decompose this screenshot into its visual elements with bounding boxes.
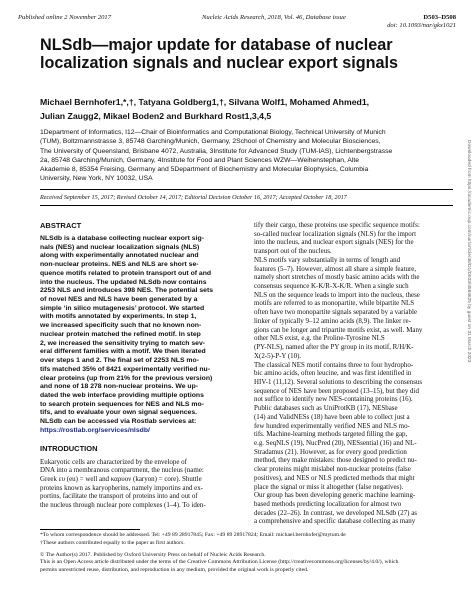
body-line: transport out of the nucleus.: [254, 247, 332, 256]
download-notice: Downloaded from https://academic.oup.com/nar/article/46/D1/D503/4584625 by guest on 31 March 2023: [466, 140, 471, 363]
body-line: namely short stretches of mostly basic amino acids with the: [254, 273, 420, 282]
body-line: (14) and ValidNESs (18) have been able to collect just a: [254, 412, 410, 421]
body-paragraph: [254, 256, 453, 361]
body-line: positives), and NES or NLS predicted methods that might: [254, 473, 415, 482]
right-column: [254, 221, 453, 526]
author-list: [40, 96, 440, 123]
body-line: NLS motifs vary substantially in terms of length and: [254, 255, 401, 264]
introduction-body: [40, 458, 243, 510]
body-line: a comprehensive and specific database collecting as many: [254, 517, 416, 526]
body-line: bic amino acids, often leucine, and was first identified in: [254, 369, 412, 378]
body-paragraph: [254, 491, 453, 526]
abstract-line: eral different families with a motif. We then iterated: [40, 348, 206, 356]
body-line: motifs are referred to as monopartite, while bipartite NLS: [254, 299, 415, 308]
intro-line: DNA into a membranous compartment, the nucleus (name:: [40, 466, 204, 475]
body-line: decades (22–26). In contrast, we developed NLSdb (27) as: [254, 508, 417, 517]
body-line: not suffice to identify new NES-containing proteins (16).: [254, 395, 413, 404]
body-line: The classical NES motif contains three to four hydropho-: [254, 360, 414, 369]
body-line: Stradamus (21). However, as for every good prediction: [254, 447, 407, 456]
abstract-line: 2253 NLS and introduces 398 NES. The potential sets: [40, 287, 214, 295]
body-line: Our group has been developing generic machine learning-: [254, 491, 416, 500]
body-line: based methods predicting localization for almost two: [254, 500, 402, 508]
body-line: features (5–7). However, almost all share a simple feature,: [254, 264, 417, 273]
body-line: other NLS exist, e.g. the Proline-Tyrosine NLS: [254, 334, 385, 343]
body-line: X(2-5)-P-Y (10).: [254, 351, 302, 360]
abstract-line: NLSdb is a database collecting nuclear export sig-: [40, 235, 204, 242]
affiliation-line: The University of Queensland, Brisbane 4072, Australia, 3Institute for Advanced Study (TUM-IAS), Lichtenbergstrasse: [40, 147, 393, 155]
body-line: few hundred experimentally verified NES and NLS mo-: [254, 421, 410, 430]
body-line: so-called nuclear localization signals (NLS) for the import: [254, 229, 417, 238]
author-line: Julian Zaugg2, Mikael Boden2 and Burkhard Rost1,3,4,5: [40, 110, 272, 121]
page-range: D503–D508: [423, 14, 456, 21]
body-line: linker of typically 9–12 amino acids (8,9). The linker re-: [254, 316, 411, 325]
intro-line: Eukaryotic cells are characterized by the envelope of: [40, 457, 187, 466]
body-line: often have two monopartite signals separated by a variable: [254, 308, 417, 317]
correspondence-footnote: *To whom correspondence should be addressed. Tel: +49 89 28917845; Fax: +49 89 28917824; Email: michael.bernhofer@mytum.de: [40, 532, 346, 538]
abstract-line: dated the web interface providing multiple options: [40, 391, 204, 399]
body-line: (PY-NLS), named after the PY group in its motif, R/H/K-: [254, 343, 414, 352]
abstract-line: of novel NES and NLS have been generated by a: [40, 296, 198, 304]
abstract-line: clear proteins (up from 21% for the previous version): [40, 374, 213, 382]
abstract-line: 2, we increased the sensitivity trying to match sev-: [40, 339, 206, 347]
published-date: Published online 2 November 2017: [18, 14, 112, 21]
body-paragraph: [254, 221, 453, 256]
abstract-line: tifs matched 35% of 8421 experimentally verified nu-: [40, 365, 211, 373]
affiliation-line: Akademie 8, 85354 Freising, Germany and 5Department of Biochemistry and Molecular Biophysics, Columbia: [40, 166, 369, 174]
equal-contribution-footnote: †These authors contributed equally to the paper as first authors.: [40, 540, 185, 546]
affiliation-line: 1Department of Informatics, I12—Chair of Bioinformatics and Computational Biology, Technical University of Munich: [40, 129, 386, 136]
body-line: Public databases such as UniProtKB (17), NESbase: [254, 404, 398, 413]
doi-link[interactable]: doi: 10.1093/nar/gkx1021: [387, 22, 456, 29]
body-line: into the nucleus, and nuclear export signals (NES) for the: [254, 238, 414, 247]
affiliations: [40, 128, 452, 184]
abstract-body: [40, 235, 243, 436]
abstract-line: nals (NES) and nuclear localization signals (NLS): [40, 243, 200, 251]
body-line: HIV-1 (11,12). Several solutions to describing the consensus: [254, 377, 423, 386]
affiliation-line: 2a, 85748 Garching/Munich, Germany, 4Institute for Food and Plant Sciences WZW—Weihenstephan, Alte: [40, 156, 360, 164]
abstract-line: tifs, and to evaluate your own signal sequences.: [40, 409, 198, 417]
intro-line: portins, facilitate the transport of proteins into and out of: [40, 492, 198, 501]
copyright-notice: [40, 552, 453, 574]
abstract-line: along with experimentally annotated nuclear and: [40, 252, 199, 260]
body-line: sequence of NES have been proposed (13–15), but they did: [254, 386, 419, 395]
body-line: tifs. Machine-learning methods targeted filling the gap,: [254, 430, 408, 439]
article-dates: Received September 15, 2017; Revised October 14, 2017; Editorial Decision October 16, 2017; Accepted October 18, 2017: [40, 194, 347, 201]
abstract-line: simple ‘in silico mutagenesis’ protocol. We started: [40, 304, 205, 312]
body-line: gions can be longer and tripartite motifs exist, as well. Many: [254, 325, 423, 334]
article-title: NLSdb—major update for database of nuclear localization signals and nuclear export signals: [40, 36, 399, 72]
abstract-line: with motifs annotated by experiments. In step 1,: [40, 313, 197, 321]
body-line: NLS on the sequence leads to import into the nucleus, these: [254, 290, 420, 299]
license-line: This is an Open Access article distributed under the terms of the Creative Commons Attribution License (http://creativecommons.org/licenses/by/4.0/), which: [40, 559, 399, 566]
body-paragraph: [254, 361, 453, 405]
abstract-line: over steps 1 and 2. The final set of 2253 NLS mo-: [40, 357, 199, 365]
abstract-line: we increased specificity such that no known non-: [40, 322, 202, 330]
left-column: [40, 221, 243, 510]
abstract-line: into the nucleus. The updated NLSdb now contains: [40, 278, 207, 286]
intro-line: the nucleus through nuclear pore complexes (1–4). To iden-: [40, 501, 206, 510]
body-line: clear proteins might mislabel non-nuclear proteins (false: [254, 465, 411, 474]
abstract-line: to search protein sequences for NES and NLS mo-: [40, 400, 204, 408]
body-paragraph: [254, 404, 453, 491]
abstract-line: NLSdb can be accessed via Rostlab services at:: [40, 418, 197, 426]
body-line: tify their cargo, these proteins use specific sequence motifs:: [254, 221, 420, 229]
body-line: method, they make mistakes: those designed to predict nu-: [254, 456, 417, 465]
body-line: e.g. SeqNLS (19), NucPred (20), NESsential (16) and NL-: [254, 438, 417, 447]
introduction-heading: INTRODUCTION: [40, 443, 98, 453]
copyright-line: © The Author(s) 2017. Published by Oxford University Press on behalf of Nucleic Acids Research.: [40, 552, 266, 558]
abstract-line: quence motifs related to protein transport out of and: [40, 269, 212, 277]
abstract-heading: ABSTRACT: [40, 221, 82, 230]
body-line: consensus sequence K-K/R-X-K/R. When a single such: [254, 282, 409, 291]
divider: [40, 189, 453, 190]
affiliation-line: University, New York, NY 10032, USA: [40, 175, 153, 183]
affiliation-line: (TUM), Boltzmannstrasse 3, 85748 Garching/Munich, Germany, 2School of Chemistry and Molecular Biosciences,: [40, 138, 381, 146]
abstract-line: and none of 18 278 non-nuclear proteins. We up-: [40, 383, 199, 391]
intro-line: Greek ευ (eu) = well and καρυον (karyon) = core). Shuttle: [40, 474, 202, 483]
nlsdb-url-link[interactable]: https://rostlab.org/services/nlsdb/: [40, 426, 150, 434]
divider: [40, 205, 453, 206]
author-line: Michael Bernhofer1,*,†, Tatyana Goldberg1,†, Silvana Wolf1, Mohamed Ahmed1,: [40, 97, 370, 107]
license-line: permits unrestricted reuse, distribution, and reproduction in any medium, provided the original work is properly cited.: [40, 566, 309, 573]
intro-line: proteins known as karyopherins, namely importins and ex-: [40, 483, 203, 492]
footnote-divider: [40, 529, 140, 530]
journal-citation: Nucleic Acids Research, 2018, Vol. 46, Database issue: [202, 14, 346, 21]
abstract-line: nuclear protein matched the refined motif. In step: [40, 330, 201, 338]
abstract-line: non-nuclear proteins. NES and NLS are short se-: [40, 261, 199, 269]
body-line: place the signal or miss it altogether (false negatives).: [254, 482, 404, 491]
